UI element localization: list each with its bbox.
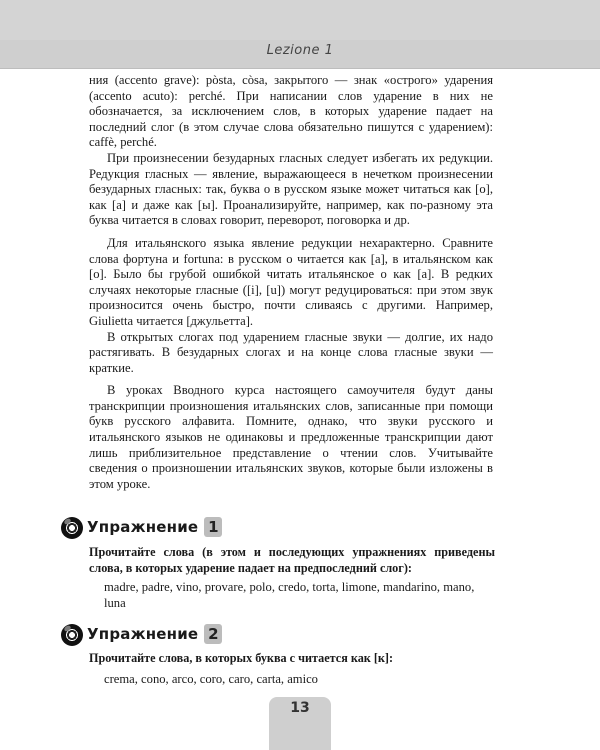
lesson-title: Lezione 1: [266, 43, 334, 58]
audio-disc-icon[interactable]: [61, 517, 83, 539]
page-number: 13: [290, 700, 310, 716]
exercise-2-title: Упражнение: [87, 625, 199, 643]
exercise-2-words: crema, cono, arco, coro, caro, carta, amico: [104, 672, 318, 686]
audio-disc-icon[interactable]: [61, 624, 83, 646]
body-text: [89, 73, 493, 492]
exercise-1-instruction: Прочитайте слова (в этом и последующих упражнениях приведены слова, в которых ударение падает на предпоследний слог):: [89, 545, 495, 575]
exercise-2-number: 2: [204, 624, 222, 644]
exercise-2-header: [61, 621, 222, 647]
paragraph-3: Для итальянского языка явление редукции нехарактерно. Сравните слова фортуна и fortuna: в русском о читается как [а], в итальянском как [о]. Было бы грубой ошибкой читать итальянское о как [а]. В редких случаях некоторые гласные ([i], [u]) могут редуцироваться: при этом звук произносится очень быстро, почти сливаясь с другими. Например, Giulietta читается [джульетта].: [89, 235, 493, 328]
exercise-2-instruction: Прочитайте слова, в которых буква c читается как [к]:: [89, 651, 394, 665]
paragraph-1: ния (accento grave): pòsta, còsa, закрытого — знак «острого» ударения (accento acuto): perché. При написании слов ударение в них не обозначается, за исключением слов, в которых ударение падает на последний слог (в этом случае слова обязательно пишутся с ударением): caffè, perché.: [89, 73, 493, 150]
exercise-1-words: madre, padre, vino, provare, polo, credo, torta, limone, mandarino, mano, luna: [104, 580, 475, 610]
paragraph-4: В открытых слогах под ударением гласные звуки — долгие, их надо растягивать. В безударных слогах и на конце слова гласные звуки — краткие.: [89, 329, 493, 375]
paragraph-2: При произнесении безударных гласных следует избегать их редукции. Редукция гласных — явление, выражающееся в нечетком произнесении безударных гласных: так, буква о в русском языке может читаться как [о], как [а] и даже как [ы]. Проанализируйте, например, как по-разному эта буква читается в словах говорит, переворот, поговорка и др.: [89, 150, 493, 228]
exercise-1-header: [61, 514, 222, 540]
exercise-1-number: 1: [204, 517, 222, 537]
exercise-1-title: Упражнение: [87, 518, 199, 536]
paragraph-5: В уроках Вводного курса настоящего самоучителя будут даны транскрипции произношения итальянских слов, записанные при помощи букв русского алфавита. Помните, однако, что звуки русского и итальянского языков не одинаковы и предложенные транскрипции дают лишь приблизительное представление о чтении слов. Учитывайте сведения о произношении итальянских звуков, которые были изложены в этом уроке.: [89, 383, 493, 491]
